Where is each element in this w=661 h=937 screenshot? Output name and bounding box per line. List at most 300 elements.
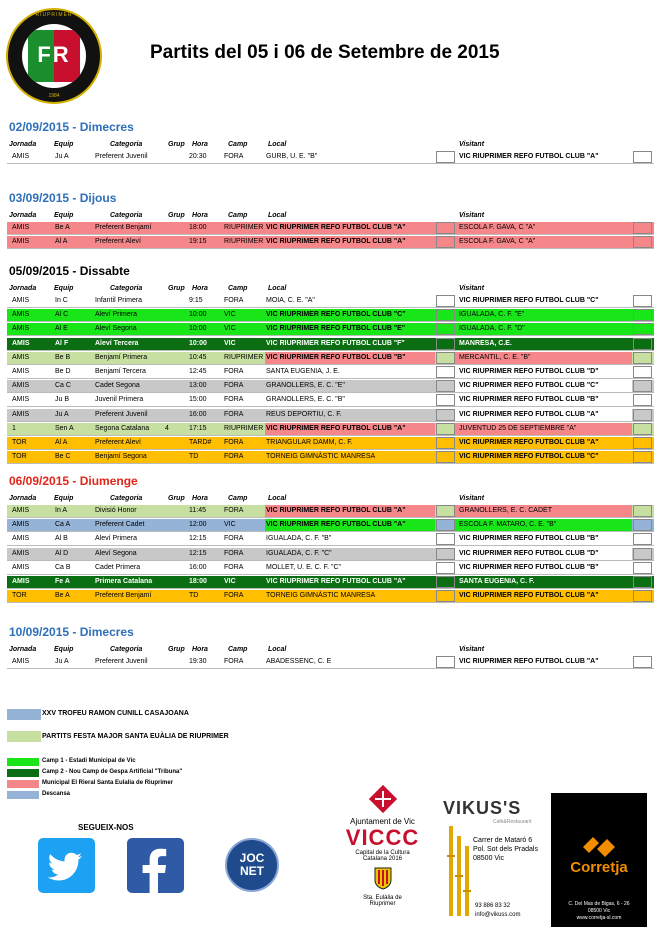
day-title: 06/09/2015 - Diumenge [9, 474, 138, 488]
score-away [633, 352, 652, 364]
cell-camp: FORA [224, 535, 244, 543]
cell-hora: 11:45 [189, 507, 206, 514]
header-local: Local [268, 141, 287, 148]
cell-hora: 10:00 [189, 325, 207, 333]
cell-local: MOLLET, U. E. C. F. "C" [266, 563, 341, 571]
cell-hora: 12:15 [189, 535, 207, 543]
cell-grup: 4 [165, 424, 169, 432]
cell-equip: In C [55, 297, 68, 304]
header-hora: Hora [192, 141, 208, 148]
cell-visitant: VIC RIUPRIMER REFO FUTBOL CLUB "B" [459, 563, 599, 571]
cell-hora: 12:45 [189, 368, 207, 375]
jocnet-icon[interactable] [225, 838, 279, 892]
cell-categoria: Preferent Benjamí [95, 224, 152, 231]
cell-jornada: AMIS [12, 507, 30, 514]
header-grup: Grup [168, 212, 185, 219]
cell-jornada: AMIS [12, 153, 30, 160]
score-home [436, 437, 455, 449]
cell-hora: 10:00 [189, 339, 207, 347]
cell-local: SANTA EUGENIA, J. E. [266, 368, 340, 375]
cell-equip: Fe A [55, 578, 70, 585]
header-local: Local [268, 646, 287, 653]
table-row [7, 505, 654, 518]
score-home [436, 451, 455, 463]
cell-hora: 16:00 [189, 563, 207, 571]
club-logo [6, 8, 102, 104]
cell-local: VIC RIUPRIMER REFO FUTBOL CLUB "B" [266, 353, 406, 361]
score-away [633, 309, 652, 321]
cell-camp: RIUPRIMER [224, 424, 264, 432]
score-home [436, 366, 455, 378]
social-title: SEGUEIX-NOS [78, 823, 134, 832]
table-row [7, 338, 654, 351]
header-equip: Equip [54, 646, 74, 653]
header-categoria: Categoria [110, 646, 143, 653]
cell-camp: VIC [224, 311, 236, 319]
cell-camp: RIUPRIMER [224, 238, 264, 246]
cell-equip: Ju B [55, 396, 70, 404]
legend-swatch-festa [7, 731, 41, 742]
table-row [7, 576, 654, 589]
header-grup: Grup [168, 141, 185, 148]
header-equip: Equip [54, 285, 74, 292]
cell-local: TORNEIG GIMNÀSTIC MANRESA [266, 592, 376, 600]
vic-crest-icon [369, 785, 397, 813]
cell-camp: RIUPRIMER [224, 224, 264, 231]
cell-jornada: AMIS [12, 535, 30, 543]
score-away [633, 409, 652, 421]
cell-hora: TD [189, 592, 199, 600]
cell-local: VIC RIUPRIMER REFO FUTBOL CLUB "A" [266, 238, 406, 246]
cell-visitant: GRANOLLERS, E. C. CADET [459, 507, 552, 514]
bamboo-icon [443, 826, 473, 916]
score-home [436, 352, 455, 364]
cell-hora: 19:15 [189, 238, 207, 246]
vikus-addr1: Carrer de Mataró 6 [473, 837, 533, 844]
header-visitant: Visitant [459, 646, 485, 653]
cell-equip: Ca A [55, 521, 71, 529]
legend-swatch-trofeu [7, 709, 41, 720]
cell-camp: FORA [224, 507, 244, 514]
cell-jornada: AMIS [12, 382, 30, 390]
table-row [7, 409, 654, 422]
jocnet-text-2: NET [240, 864, 264, 878]
cell-visitant: VIC RIUPRIMER REFO FUTBOL CLUB "C" [459, 382, 599, 390]
score-home [436, 394, 455, 406]
cell-categoria: Benjamí Segona [95, 453, 147, 461]
header-categoria: Categoria [110, 212, 143, 219]
day-title: 02/09/2015 - Dimecres [9, 120, 134, 134]
header-visitant: Visitant [459, 495, 485, 502]
day-title: 05/09/2015 - Dissabte [9, 264, 130, 278]
cell-local: VIC RIUPRIMER REFO FUTBOL CLUB "A" [266, 224, 406, 231]
legend-swatch-municipal [7, 780, 39, 788]
score-away [633, 533, 652, 545]
cell-categoria: Aleví Primera [95, 311, 138, 319]
cell-hora: 17:15 [189, 424, 207, 432]
cell-hora: 15:00 [189, 396, 207, 404]
cell-hora: TD [189, 453, 199, 461]
cell-local: VIC RIUPRIMER REFO FUTBOL CLUB "A" [266, 507, 406, 514]
cell-jornada: AMIS [12, 353, 30, 361]
cell-categoria: Preferent Cadet [95, 521, 145, 529]
table-header [0, 140, 661, 151]
score-home [436, 380, 455, 392]
cell-visitant: VIC RIUPRIMER REFO FUTBOL CLUB "A" [459, 592, 599, 600]
cell-jornada: 1 [12, 424, 16, 432]
cell-categoria: Infantil Primera [95, 297, 143, 304]
score-away [633, 562, 652, 574]
header-visitant: Visitant [459, 141, 485, 148]
score-home [436, 338, 455, 350]
cell-equip: Sen A [55, 424, 74, 432]
cell-camp: FORA [224, 453, 244, 461]
score-home [436, 295, 455, 307]
cell-categoria: Aleví Segona [95, 325, 137, 333]
cell-visitant: IGUALADA, C. F. "E" [459, 311, 525, 319]
legend-trofeu: XXV TROFEU RAMON CUNILL CASAJOANA [42, 710, 189, 717]
score-home [436, 309, 455, 321]
cell-jornada: AMIS [12, 368, 30, 375]
cell-hora: 16:00 [189, 410, 207, 418]
score-home [436, 323, 455, 335]
cell-camp: FORA [224, 563, 244, 571]
cell-visitant: VIC RIUPRIMER REFO FUTBOL CLUB "D" [459, 549, 599, 557]
cell-jornada: AMIS [12, 224, 30, 231]
header-visitant: Visitant [459, 212, 485, 219]
cell-camp: FORA [224, 396, 244, 404]
sponsor-corretja [551, 793, 647, 927]
header-hora: Hora [192, 495, 208, 502]
cell-local: VIC RIUPRIMER REFO FUTBOL CLUB "F" [266, 339, 405, 347]
table-row [7, 548, 654, 561]
legend-swatch-descansa [7, 791, 39, 799]
cell-jornada: AMIS [12, 410, 30, 418]
cell-equip: Al C [55, 311, 69, 319]
cell-categoria: Aleví Segona [95, 549, 137, 557]
cell-hora: 20:30 [189, 153, 207, 160]
cell-equip: Al F [55, 339, 69, 347]
cell-categoria: Juvenil Primera [95, 396, 144, 404]
vikus-email: info@vikuss.com [475, 912, 521, 918]
cell-visitant: IGUALADA, C. F. "D" [459, 325, 525, 333]
facebook-icon[interactable] [127, 838, 184, 893]
table-header [0, 211, 661, 222]
cell-local: VIC RIUPRIMER REFO FUTBOL CLUB "A" [266, 424, 406, 432]
cell-equip: Be D [55, 368, 71, 375]
cell-local: TRIANGULAR DAMM, C. F. [266, 439, 353, 446]
cell-jornada: AMIS [12, 563, 30, 571]
club-logo-letters: FR [37, 42, 71, 67]
cell-equip: Al E [55, 325, 68, 333]
header-jornada: Jornada [9, 646, 37, 653]
header-hora: Hora [192, 285, 208, 292]
page-title: Partits del 05 i 06 de Setembre de 2015 [150, 42, 500, 63]
legend-municipal: Municipal El Rieral Santa Eulalia de Riuprimer [42, 780, 174, 786]
vikus-addr2: Pol. Sot dels Pradals [473, 846, 538, 853]
legend-swatch-camp2 [7, 769, 39, 777]
cell-visitant: VIC RIUPRIMER REFO FUTBOL CLUB "D" [459, 368, 599, 375]
cell-categoria: Preferent Aleví [95, 439, 141, 446]
table-row [7, 451, 654, 464]
score-away [633, 323, 652, 335]
legend-festa: PARTITS FESTA MAJOR SANTA EUÀLIA DE RIUPRIMER [42, 733, 229, 740]
header-grup: Grup [168, 285, 185, 292]
cell-equip: Al A [55, 439, 68, 446]
table-row [7, 519, 654, 532]
table-row [7, 236, 654, 249]
score-away [633, 295, 652, 307]
club-logo-text-bottom: 1984 [48, 93, 60, 99]
cell-categoria: Aleví Primera [95, 535, 138, 543]
score-away [633, 222, 652, 234]
cell-visitant: VIC RIUPRIMER REFO FUTBOL CLUB "B" [459, 535, 599, 543]
score-home [436, 236, 455, 248]
cell-hora: TARD# [189, 439, 212, 446]
table-row [7, 309, 654, 322]
score-home [436, 533, 455, 545]
header-local: Local [268, 212, 287, 219]
table-row [7, 352, 654, 365]
cell-local: IGUALADA, C. F. "C" [266, 549, 332, 557]
cell-equip: Al A [55, 238, 68, 246]
day-title: 03/09/2015 - Dijous [9, 191, 117, 205]
legend-swatch-camp1 [7, 758, 39, 766]
header-hora: Hora [192, 646, 208, 653]
cell-visitant: MERCANTIL, C. E. "B" [459, 353, 531, 361]
cell-local: TORNEIG GIMNÀSTIC MANRESA [266, 453, 376, 461]
corretja-logo-icon [579, 833, 619, 859]
score-home [436, 222, 455, 234]
cell-categoria: Segona Catalana [95, 424, 150, 432]
score-away [633, 451, 652, 463]
cell-jornada: AMIS [12, 311, 30, 319]
score-away [633, 656, 652, 668]
cell-equip: Ca C [55, 382, 71, 390]
cell-equip: Al B [55, 535, 68, 543]
cell-categoria: Benjamí Tercera [95, 368, 146, 375]
table-header [0, 645, 661, 656]
cell-visitant: VIC RIUPRIMER REFO FUTBOL CLUB "C" [459, 453, 599, 461]
jocnet-text-1: JOC [239, 851, 265, 865]
score-away [633, 505, 652, 517]
header-jornada: Jornada [9, 212, 37, 219]
header-categoria: Categoria [110, 495, 143, 502]
score-home [436, 656, 455, 668]
cell-jornada: AMIS [12, 549, 30, 557]
score-home [436, 151, 455, 163]
cell-jornada: AMIS [12, 521, 30, 529]
table-row [7, 656, 654, 669]
score-home [436, 409, 455, 421]
cell-categoria: Divisió Honor [95, 507, 137, 514]
score-away [633, 366, 652, 378]
header-jornada: Jornada [9, 285, 37, 292]
header-grup: Grup [168, 495, 185, 502]
header-camp: Camp [228, 495, 248, 502]
cell-camp: FORA [224, 153, 244, 160]
viccc-sub: Capital de la Cultura Catalana 2016 [355, 850, 410, 862]
cell-visitant: VIC RIUPRIMER REFO FUTBOL CLUB "A" [459, 410, 599, 418]
score-away [633, 423, 652, 435]
cell-equip: Be A [55, 592, 70, 600]
club-logo-shield [22, 24, 86, 88]
cell-jornada: AMIS [12, 238, 30, 246]
cell-camp: VIC [224, 578, 236, 585]
cell-camp: FORA [224, 549, 244, 557]
twitter-icon[interactable] [38, 838, 95, 893]
cell-local: VIC RIUPRIMER REFO FUTBOL CLUB "C" [266, 311, 406, 319]
cell-local: ABADESSENC, C. E [266, 658, 332, 665]
score-away [633, 576, 652, 588]
riuprimer-name: Sta. Eulàlia de Riuprimer [363, 895, 402, 907]
cell-camp: VIC [224, 325, 236, 333]
score-away [633, 519, 652, 531]
cell-equip: Ju A [55, 410, 69, 418]
score-home [436, 505, 455, 517]
sponsor-ajuntament [330, 785, 435, 907]
header-hora: Hora [192, 212, 208, 219]
cell-hora: 13:00 [189, 382, 207, 390]
cell-local: VIC RIUPRIMER REFO FUTBOL CLUB "A" [266, 578, 406, 585]
table-header [0, 494, 661, 505]
vikus-tag: Cafè&Restaurant [493, 819, 532, 825]
cell-jornada: AMIS [12, 578, 30, 585]
cell-hora: 18:00 [189, 224, 207, 231]
table-row [7, 295, 654, 308]
cell-equip: Be B [55, 353, 71, 361]
header-equip: Equip [54, 141, 74, 148]
header-equip: Equip [54, 212, 74, 219]
vikus-phone: 93 886 83 32 [475, 903, 511, 909]
table-row [7, 366, 654, 379]
cell-visitant: VIC RIUPRIMER REFO FUTBOL CLUB "A" [459, 153, 599, 160]
cell-categoria: Preferent Aleví [95, 238, 141, 246]
cell-hora: 12:00 [189, 521, 207, 529]
table-header [0, 284, 661, 295]
header-categoria: Categoria [110, 141, 143, 148]
corretja-addr2: 08500 Vic [587, 908, 611, 914]
sponsor-vikus [443, 798, 548, 918]
table-row [7, 562, 654, 575]
cell-hora: 18:00 [189, 578, 207, 585]
score-away [633, 590, 652, 602]
cell-jornada: AMIS [12, 325, 30, 333]
cell-local: VIC RIUPRIMER REFO FUTBOL CLUB "A" [266, 521, 406, 529]
legend-camp1: Camp 1 - Estadi Municipal de Vic [42, 758, 136, 764]
cell-visitant: SANTA EUGENIA, C. F. [459, 578, 535, 585]
cell-categoria: Aleví Tercera [95, 339, 139, 347]
day-title: 10/09/2015 - Dimecres [9, 625, 134, 639]
cell-categoria: Primera Catalana [95, 578, 153, 585]
score-away [633, 338, 652, 350]
cell-jornada: TOR [12, 453, 27, 461]
cell-hora: 10:45 [189, 353, 207, 361]
cell-visitant: VIC RIUPRIMER REFO FUTBOL CLUB "A" [459, 658, 599, 665]
table-row [7, 323, 654, 336]
score-home [436, 562, 455, 574]
score-home [436, 590, 455, 602]
header-jornada: Jornada [9, 141, 37, 148]
cell-equip: Al D [55, 549, 69, 557]
cell-equip: Be C [55, 453, 71, 461]
cell-categoria: Cadet Primera [95, 563, 141, 571]
header-visitant: Visitant [459, 285, 485, 292]
cell-local: MOIA, C. E. "A" [266, 297, 315, 304]
cell-jornada: TOR [12, 439, 27, 446]
cell-camp: VIC [224, 521, 236, 529]
cell-equip: Ju A [55, 658, 69, 665]
table-row [7, 423, 654, 436]
score-away [633, 380, 652, 392]
vikus-brand: VIKUS'S [443, 798, 522, 818]
header-equip: Equip [54, 495, 74, 502]
header-local: Local [268, 495, 287, 502]
cell-camp: FORA [224, 410, 244, 418]
cell-camp: FORA [224, 297, 244, 304]
score-home [436, 423, 455, 435]
cell-local: REUS DEPORTIU, C. F. [266, 410, 342, 418]
cell-equip: In A [55, 507, 68, 514]
table-row [7, 394, 654, 407]
cell-camp: FORA [224, 658, 244, 665]
corretja-addr1: C. Del Mas de Bigas, 6 - 26 [568, 901, 630, 907]
cell-categoria: Preferent Juvenil [95, 410, 148, 418]
table-row [7, 437, 654, 450]
header-local: Local [268, 285, 287, 292]
cell-categoria: Preferent Juvenil [95, 658, 148, 665]
cell-camp: VIC [224, 339, 236, 347]
score-home [436, 519, 455, 531]
cell-visitant: VIC RIUPRIMER REFO FUTBOL CLUB "C" [459, 297, 599, 304]
cell-visitant: ESCOLA F. GAVA, C "A" [459, 238, 536, 246]
header-camp: Camp [228, 285, 248, 292]
score-away [633, 151, 652, 163]
cell-local: IGUALADA, C. F. "B" [266, 535, 332, 543]
cell-categoria: Preferent Benjamí [95, 592, 152, 600]
table-row [7, 590, 654, 603]
cell-categoria: Cadet Segona [95, 382, 140, 390]
table-row [7, 222, 654, 235]
cell-visitant: ESCOLA F. GAVA, C "A" [459, 224, 536, 231]
cell-equip: Be A [55, 224, 70, 231]
header-jornada: Jornada [9, 495, 37, 502]
ajuntament-name: Ajuntament de Vic [350, 817, 415, 826]
cell-camp: FORA [224, 592, 244, 600]
cell-hora: 10:00 [189, 311, 207, 319]
table-row [7, 533, 654, 546]
score-away [633, 548, 652, 560]
club-logo-text-top: RIUPRIMER [35, 12, 73, 18]
cell-jornada: TOR [12, 592, 27, 600]
legend-camp2: Camp 2 - Nou Camp de Gespa Artificial "Tribuna" [42, 769, 183, 775]
header-grup: Grup [168, 646, 185, 653]
corretja-web: www.corretja-sl.com [576, 915, 622, 921]
riuprimer-crest-icon [373, 866, 393, 890]
cell-visitant: MANRESA, C.E. [459, 339, 512, 347]
cell-visitant: VIC RIUPRIMER REFO FUTBOL CLUB "A" [459, 439, 599, 446]
cell-hora: 19:30 [189, 658, 207, 665]
legend-descansa: Descansa [42, 791, 71, 797]
table-row [7, 380, 654, 393]
cell-hora: 9:15 [189, 297, 203, 304]
cell-local: GURB, U. E. "B" [266, 153, 318, 160]
score-home [436, 548, 455, 560]
viccc-brand: VICCC [345, 825, 420, 850]
cell-visitant: ESCOLA F. MATARO, C. E. "B" [459, 521, 557, 529]
cell-visitant: VIC RIUPRIMER REFO FUTBOL CLUB "B" [459, 396, 599, 404]
cell-categoria: Benjamí Primera [95, 353, 148, 361]
